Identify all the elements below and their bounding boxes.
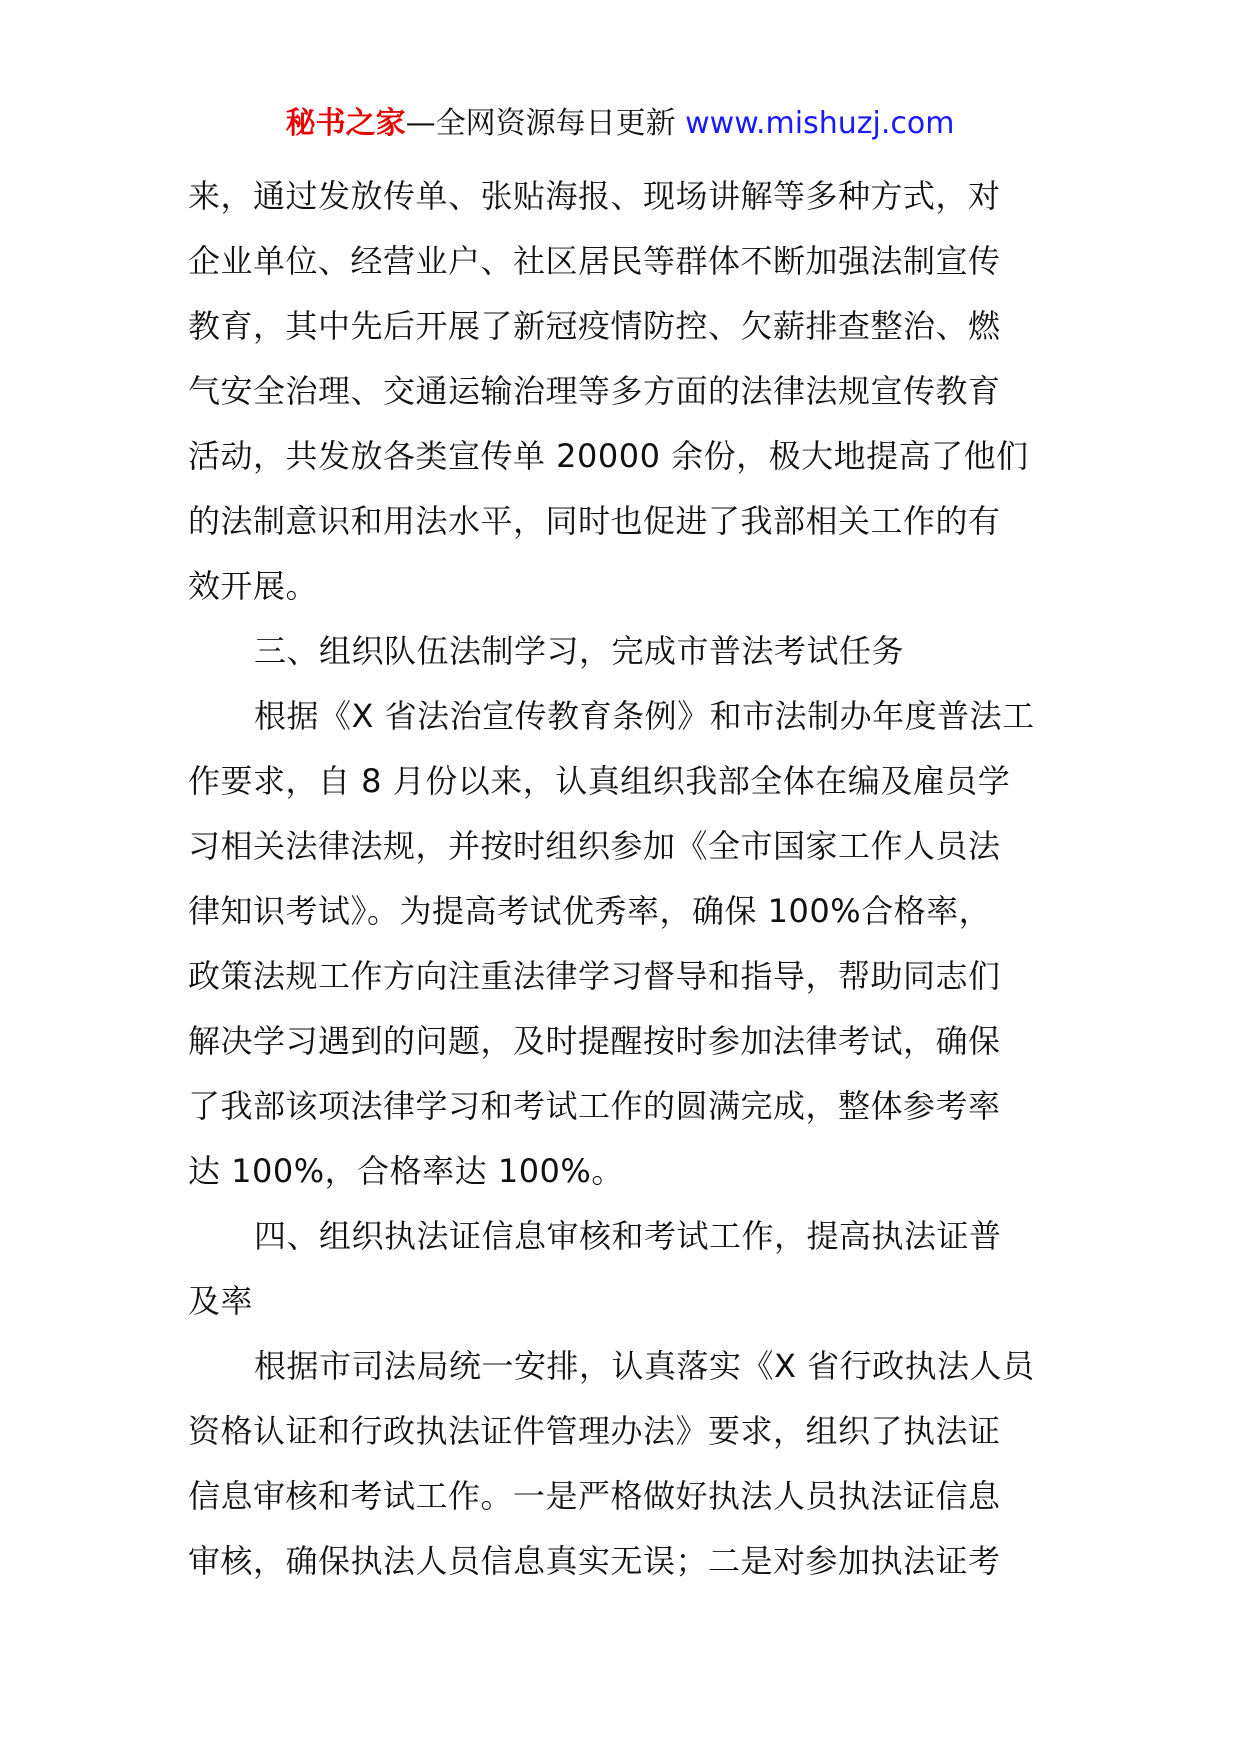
text-line: 审核，确保执法人员信息真实无误；二是对参加执法证考 — [188, 1542, 1001, 1580]
text-line: 来，通过发放传单、张贴海报、现场讲解等多种方式，对 — [188, 177, 1001, 215]
text-line: 作要求，自 8 月份以来，认真组织我部全体在编及雇员学 — [188, 762, 1011, 800]
text-line: 效开展。 — [188, 567, 319, 605]
text-line: 信息审核和考试工作。一是严格做好执法人员执法证信息 — [188, 1477, 1001, 1515]
text-line: 活动，共发放各类宣传单 20000 余份，极大地提高了他们 — [188, 437, 1029, 475]
text-line: 企业单位、经营业户、社区居民等群体不断加强法制宣传 — [188, 242, 1001, 280]
site-tagline: —全网资源每日更新 — [405, 106, 676, 141]
section-heading-3: 三、组织队伍法制学习，完成市普法考试任务 — [254, 632, 905, 670]
document-body — [188, 164, 1054, 1594]
text-line: 教育，其中先后开展了新冠疫情防控、欠薪排查整治、燃 — [188, 307, 1001, 345]
text-line: 达 100%，合格率达 100%。 — [188, 1152, 624, 1190]
text-line: 了我部该项法律学习和考试工作的圆满完成，整体参考率 — [188, 1087, 1001, 1125]
text-line: 气安全治理、交通运输治理等多方面的法律法规宣传教育 — [188, 372, 1001, 410]
site-brand: 秘书之家 — [285, 106, 406, 141]
text-line: 根据市司法局统一安排，认真落实《X 省行政执法人员 — [254, 1347, 1035, 1385]
text-line: 解决学习遇到的问题，及时提醒按时参加法律考试，确保 — [188, 1022, 1001, 1060]
text-line: 资格认证和行政执法证件管理办法》要求，组织了执法证 — [188, 1412, 1001, 1450]
text-line: 政策法规工作方向注重法律学习督导和指导，帮助同志们 — [188, 957, 1001, 995]
page-header — [0, 100, 1240, 148]
section-heading-4-cont: 及率 — [188, 1282, 254, 1320]
text-line: 的法制意识和用法水平，同时也促进了我部相关工作的有 — [188, 502, 1001, 540]
section-heading-4: 四、组织执法证信息审核和考试工作，提高执法证普 — [254, 1217, 1002, 1255]
site-url-link[interactable]: www.mishuzj.com — [685, 106, 955, 141]
text-line: 律知识考试》。为提高考试优秀率，确保 100%合格率， — [188, 892, 992, 930]
text-line: 习相关法律法规，并按时组织参加《全市国家工作人员法 — [188, 827, 1001, 865]
text-line: 根据《X 省法治宣传教育条例》和市法制办年度普法工 — [254, 697, 1035, 735]
